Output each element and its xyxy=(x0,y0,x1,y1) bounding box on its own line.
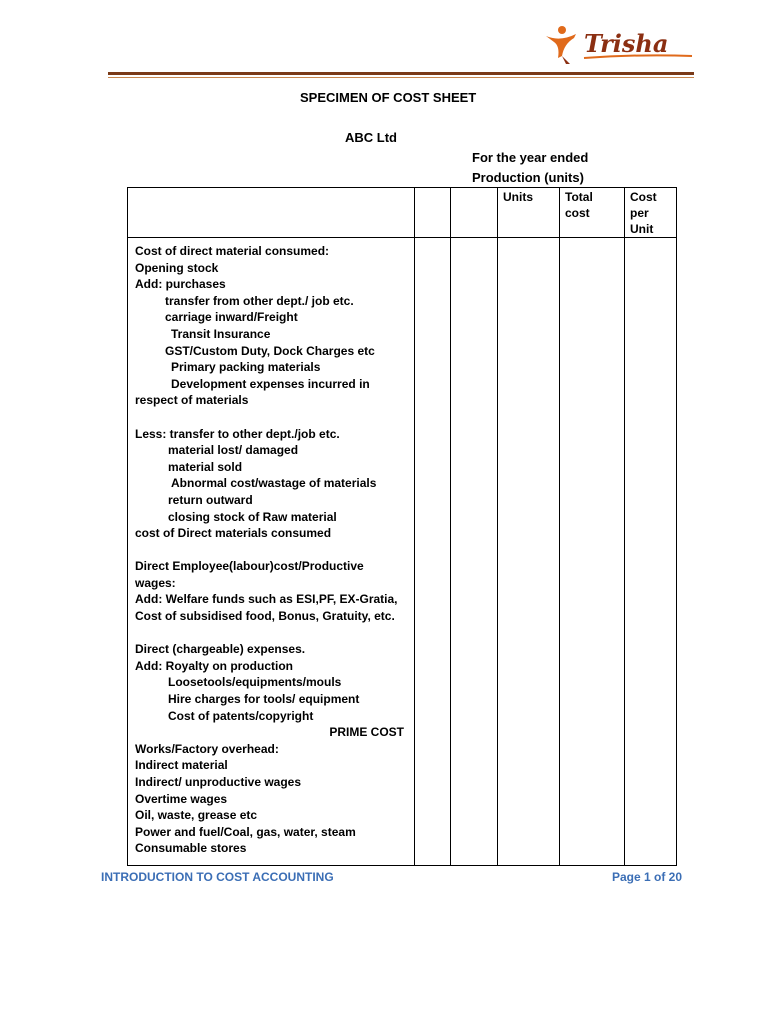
list-item: cost of Direct materials consumed xyxy=(135,526,332,541)
list-item: respect of materials xyxy=(135,393,249,408)
list-item: Indirect material xyxy=(135,758,228,773)
figure-icon xyxy=(546,26,576,64)
table-header-row xyxy=(128,188,677,238)
list-item: Direct (chargeable) expenses. xyxy=(135,642,306,657)
production-units-label: Production (units) xyxy=(472,170,584,185)
list-item: Cost of direct material consumed: xyxy=(135,244,330,258)
list-item: Overtime wages xyxy=(135,791,228,806)
units-column xyxy=(498,238,560,866)
company-name: ABC Ltd xyxy=(345,130,397,145)
list-item: material sold xyxy=(168,459,243,474)
page-number: Page 1 of 20 xyxy=(612,870,683,884)
header-cost-per-unit: Cost per Unit xyxy=(625,188,677,238)
list-item: Works/Factory overhead: xyxy=(135,741,279,756)
list-item: Power and fuel/Coal, gas, water, steam xyxy=(135,824,356,839)
header-units: Units xyxy=(498,188,560,238)
list-item: Consumable stores xyxy=(135,841,247,856)
list-item: Less: transfer to other dept./job etc. xyxy=(135,426,340,441)
list-item: GST/Custom Duty, Dock Charges etc xyxy=(165,343,375,358)
list-item: transfer from other dept./ job etc. xyxy=(165,293,354,308)
list-item: Add: Royalty on production xyxy=(135,658,293,673)
list-item: Hire charges for tools/ equipment xyxy=(168,692,360,707)
list-item: Direct Employee(labour)cost/Productive xyxy=(135,559,364,574)
header-cell-blank-1 xyxy=(415,188,451,238)
cost-per-unit-column xyxy=(625,238,677,866)
list-item: Cost of patents/copyright xyxy=(168,708,314,723)
list-item: wages: xyxy=(135,575,176,590)
list-item: Transit Insurance xyxy=(171,326,271,341)
header-cell-blank-2 xyxy=(451,188,498,238)
table-body-row xyxy=(128,238,677,866)
list-item: return outward xyxy=(168,492,253,507)
year-ended-label: For the year ended xyxy=(472,150,589,165)
list-item: Abnormal cost/wastage of materials xyxy=(171,476,377,491)
list-item: Cost of subsidised food, Bonus, Gratuity, etc. xyxy=(135,609,395,624)
list-item: Loosetools/equipments/mouls xyxy=(168,675,342,690)
list-item: Add: purchases xyxy=(135,277,226,292)
footer-title: INTRODUCTION TO COST ACCOUNTING xyxy=(101,870,334,884)
list-item: closing stock of Raw material xyxy=(168,509,337,524)
list-item: Indirect/ unproductive wages xyxy=(135,775,302,789)
list-item: Opening stock xyxy=(135,260,219,275)
blank-column-1 xyxy=(415,238,451,866)
trisha-logo xyxy=(540,22,700,68)
header-rule-thin xyxy=(108,77,694,78)
list-item: material lost/ damaged xyxy=(168,443,299,458)
particulars-cell xyxy=(128,238,415,866)
list-item: Development expenses incurred in xyxy=(171,376,370,391)
list-item: Add: Welfare funds such as ESI,PF, EX-Gratia, xyxy=(135,592,398,607)
total-cost-column xyxy=(560,238,625,866)
list-item: carriage inward/Freight xyxy=(165,310,298,325)
header-rule xyxy=(108,72,694,75)
header-cell-particulars xyxy=(128,188,415,238)
prime-cost-label: PRIME COST xyxy=(329,725,404,740)
cost-sheet-table xyxy=(127,187,677,866)
list-item: Primary packing materials xyxy=(171,360,321,375)
list-item: Oil, waste, grease etc xyxy=(135,808,258,823)
blank-column-2 xyxy=(451,238,498,866)
logo-text: Trisha xyxy=(584,29,669,58)
header-total-cost: Total cost xyxy=(560,188,625,238)
